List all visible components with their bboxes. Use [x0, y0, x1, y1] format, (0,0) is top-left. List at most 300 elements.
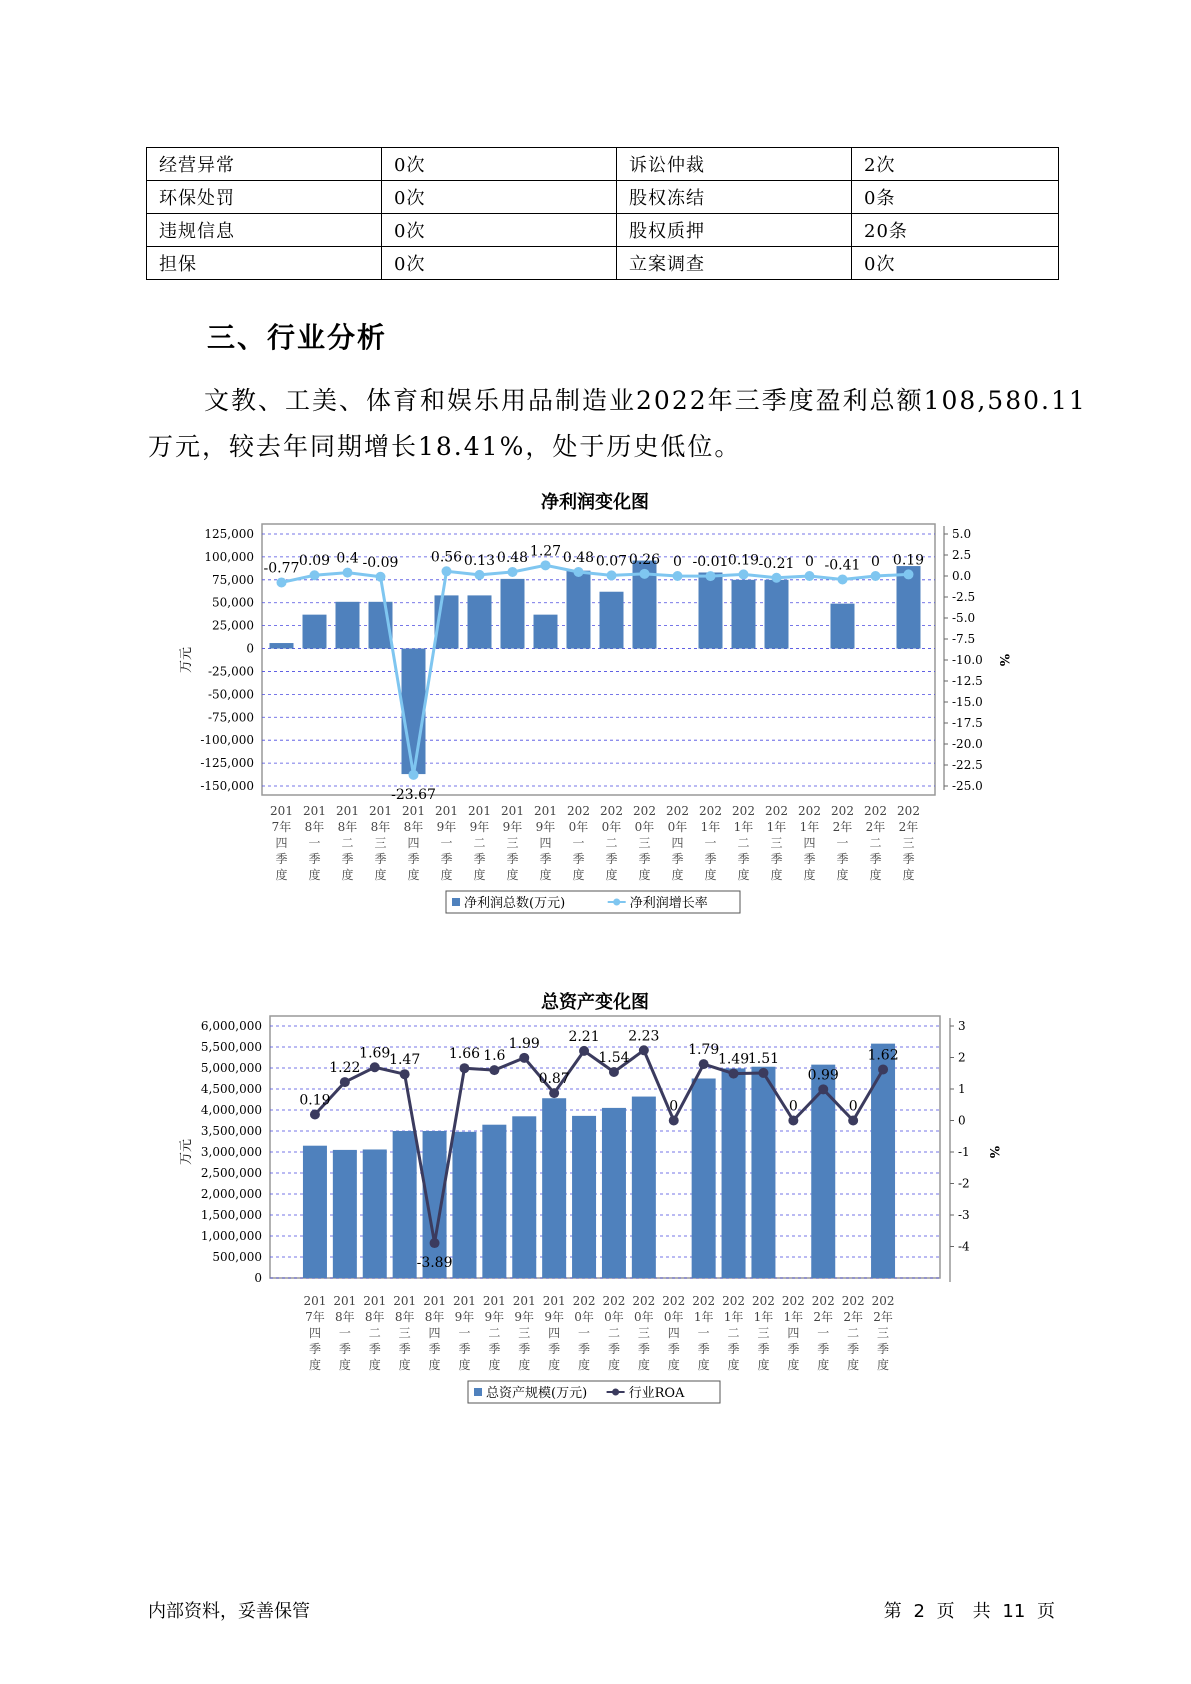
x-tick-label: 201 — [482, 1294, 506, 1308]
x-tick-label: 季 — [607, 1342, 620, 1356]
x-tick-label: 季 — [817, 1342, 830, 1356]
data-label: 0 — [673, 554, 682, 570]
x-tick-label: 四 — [428, 1326, 441, 1340]
section-heading: 三、行业分析 — [207, 321, 388, 354]
y2-tick-label: 3 — [958, 1019, 966, 1033]
legend-line-label: 行业ROA — [628, 1386, 685, 1401]
x-tick-label: 8年 — [424, 1310, 445, 1324]
table-label: 违规信息 — [147, 214, 382, 247]
x-tick-label: 202 — [864, 804, 887, 818]
table-label: 环保处罚 — [147, 181, 382, 214]
x-tick-label: 季 — [275, 852, 288, 866]
y2-tick-label: -25.0 — [952, 779, 983, 793]
x-tick-label: 三 — [638, 836, 651, 850]
bar — [393, 1131, 417, 1278]
line-marker — [772, 573, 782, 583]
x-tick-label: 季 — [869, 852, 882, 866]
line-marker — [376, 572, 386, 582]
x-tick-label: 度 — [817, 1358, 830, 1372]
x-tick-label: 季 — [671, 852, 684, 866]
line-marker — [669, 1116, 679, 1126]
x-tick-label: 度 — [704, 868, 717, 882]
y2-tick-label: -2 — [958, 1176, 970, 1191]
line-marker — [699, 1059, 709, 1069]
bar — [270, 643, 294, 648]
data-label: 1.62 — [867, 1047, 899, 1064]
x-tick-label: 季 — [488, 1342, 501, 1356]
table-label: 诉讼仲裁 — [617, 148, 852, 181]
line-marker — [739, 569, 749, 579]
x-tick-label: 度 — [428, 1358, 441, 1372]
y2-tick-label: -22.5 — [952, 758, 983, 772]
x-tick-label: 季 — [667, 1342, 680, 1356]
y-tick-label: -75,000 — [207, 710, 254, 725]
x-tick-label: 201 — [369, 804, 392, 818]
x-tick-label: 0年 — [634, 1310, 654, 1324]
y-tick-label: 4,500,000 — [200, 1082, 262, 1096]
footer-page-number: 第 2 页 共 11 页 — [883, 1601, 1055, 1622]
x-tick-label: 季 — [428, 1342, 441, 1356]
x-tick-label: 季 — [440, 852, 453, 866]
y-tick-label: -100,000 — [200, 733, 254, 748]
x-tick-label: 202 — [841, 1294, 865, 1308]
x-tick-label: 度 — [847, 1358, 860, 1372]
x-tick-label: 季 — [578, 1342, 591, 1356]
data-label: 1.54 — [598, 1049, 630, 1066]
y-tick-label: 125,000 — [204, 527, 254, 541]
x-tick-label: 202 — [666, 804, 689, 818]
line-marker — [340, 1077, 350, 1087]
x-tick-label: 8年 — [394, 1310, 415, 1324]
x-tick-label: 三 — [398, 1326, 411, 1340]
x-tick-label: 一 — [697, 1326, 710, 1340]
x-tick-label: 度 — [440, 868, 453, 882]
x-tick-label: 8年 — [370, 820, 391, 834]
y2-tick-label: 2 — [958, 1050, 966, 1065]
data-label: 0.19 — [892, 552, 925, 569]
y-tick-label: -125,000 — [200, 756, 254, 771]
line-marker — [788, 1116, 798, 1126]
x-tick-label: 季 — [877, 1342, 890, 1356]
data-label: 1.79 — [688, 1042, 720, 1059]
bar — [722, 1068, 746, 1278]
x-tick-label: 度 — [877, 1358, 890, 1372]
x-tick-label: 9年 — [436, 820, 457, 834]
y2-tick-label: -17.5 — [952, 716, 983, 730]
y2-axis-title: % — [986, 1145, 1001, 1159]
table-value: 0次 — [382, 214, 617, 247]
y-tick-label: 6,000,000 — [200, 1019, 262, 1033]
x-tick-label: 2年 — [813, 1310, 834, 1324]
bar — [600, 592, 624, 649]
bar — [542, 1098, 566, 1278]
x-tick-label: 度 — [578, 1358, 591, 1372]
bar — [831, 604, 855, 649]
table-value: 0条 — [852, 181, 1059, 214]
y-tick-label: -50,000 — [207, 687, 254, 702]
y-tick-label: 2,000,000 — [200, 1187, 262, 1201]
table-value: 0次 — [382, 181, 617, 214]
x-tick-label: 季 — [638, 852, 651, 866]
x-tick-label: 四 — [787, 1326, 800, 1340]
bar — [751, 1067, 775, 1278]
table-value: 20条 — [852, 214, 1059, 247]
x-tick-label: 1年 — [766, 820, 787, 834]
table-label: 股权冻结 — [617, 181, 852, 214]
x-tick-label: 度 — [308, 868, 321, 882]
net-profit-chart — [0, 490, 1191, 940]
x-tick-label: 度 — [338, 1358, 351, 1372]
x-tick-label: 度 — [770, 868, 783, 882]
chart-title: 净利润变化图 — [541, 492, 649, 513]
y-tick-label: 5,000,000 — [200, 1061, 262, 1075]
line-marker — [904, 569, 914, 579]
x-tick-label: 9年 — [484, 1310, 505, 1324]
data-label: 1.66 — [448, 1046, 481, 1063]
line-marker — [818, 1084, 828, 1094]
x-tick-label: 一 — [578, 1326, 591, 1340]
data-label: 2.23 — [628, 1028, 660, 1045]
line-marker — [343, 568, 353, 578]
x-tick-label: 202 — [632, 1294, 656, 1308]
table-value: 0次 — [382, 148, 617, 181]
data-label: 0 — [788, 1098, 798, 1115]
x-tick-label: 201 — [393, 1294, 417, 1308]
y-tick-label: 2,500,000 — [200, 1166, 262, 1180]
x-tick-label: 二 — [488, 1326, 501, 1340]
x-tick-label: 季 — [737, 852, 750, 866]
x-tick-label: 季 — [637, 1342, 650, 1356]
y2-tick-label: -4 — [958, 1239, 970, 1254]
data-label: 0.48 — [562, 549, 595, 566]
x-tick-label: 度 — [902, 868, 915, 882]
x-tick-label: 度 — [473, 868, 486, 882]
x-tick-label: 季 — [308, 852, 321, 866]
x-tick-label: 8年 — [403, 820, 424, 834]
x-tick-label: 四 — [671, 836, 684, 850]
x-tick-label: 三 — [506, 836, 519, 850]
line-marker — [871, 571, 881, 581]
bar — [602, 1108, 626, 1278]
x-tick-label: 201 — [363, 1294, 387, 1308]
x-tick-label: 二 — [605, 836, 618, 850]
line-marker — [430, 1238, 440, 1248]
y-tick-label: -150,000 — [200, 779, 254, 793]
bar — [534, 615, 558, 649]
x-tick-label: 1年 — [783, 1310, 804, 1324]
x-tick-label: 二 — [727, 1326, 740, 1340]
x-tick-label: 一 — [338, 1326, 351, 1340]
data-label: 1.51 — [747, 1050, 780, 1067]
y-tick-label: 1,000,000 — [200, 1229, 262, 1243]
x-tick-label: 2年 — [843, 1310, 863, 1324]
y2-tick-label: 5.0 — [952, 527, 972, 541]
x-tick-label: 季 — [727, 1342, 740, 1356]
x-tick-label: 季 — [548, 1342, 561, 1356]
x-tick-label: 季 — [770, 852, 783, 866]
x-tick-label: 三 — [770, 836, 783, 850]
data-label: 0.19 — [727, 552, 760, 569]
line-marker — [549, 1088, 559, 1098]
x-tick-label: 202 — [732, 804, 755, 818]
table-row — [147, 148, 1059, 181]
bar — [501, 579, 525, 649]
x-tick-label: 1年 — [723, 1310, 744, 1324]
x-tick-label: 0年 — [667, 820, 688, 834]
table-row — [147, 214, 1059, 247]
legend-line-marker — [613, 899, 620, 906]
x-tick-label: 202 — [798, 804, 821, 818]
x-tick-label: 9年 — [469, 820, 490, 834]
x-tick-label: 度 — [548, 1358, 561, 1372]
line-marker — [878, 1064, 888, 1074]
x-tick-label: 度 — [368, 1358, 381, 1372]
x-tick-label: 二 — [607, 1326, 620, 1340]
y2-tick-label: 0 — [958, 1113, 966, 1128]
data-label: 0 — [871, 554, 880, 570]
y2-tick-label: -12.5 — [952, 674, 983, 688]
x-tick-label: 度 — [275, 868, 288, 882]
x-tick-label: 0年 — [574, 1310, 594, 1324]
x-tick-label: 度 — [607, 1358, 620, 1372]
x-tick-label: 201 — [468, 804, 491, 818]
line-marker — [459, 1063, 469, 1073]
legend-bar-swatch — [474, 1388, 482, 1396]
y-tick-label: 4,000,000 — [200, 1103, 262, 1117]
line-marker — [519, 1053, 529, 1063]
x-tick-label: 一 — [572, 836, 585, 850]
x-tick-label: 二 — [368, 1326, 381, 1340]
x-tick-label: 202 — [692, 1294, 716, 1308]
data-label: 1.69 — [359, 1045, 391, 1062]
x-tick-label: 度 — [697, 1358, 710, 1372]
x-tick-label: 9年 — [454, 1310, 475, 1324]
data-label: -0.21 — [758, 555, 795, 572]
data-label: 1.22 — [329, 1060, 361, 1077]
x-tick-label: 201 — [542, 1294, 566, 1308]
y2-tick-label: 0.0 — [952, 569, 972, 583]
x-tick-label: 四 — [667, 1326, 680, 1340]
data-label: 0.09 — [298, 553, 331, 570]
line-marker — [574, 567, 584, 577]
x-tick-label: 度 — [458, 1358, 471, 1372]
x-tick-label: 201 — [501, 804, 524, 818]
data-label: 1.49 — [717, 1051, 750, 1068]
y-tick-label: 100,000 — [204, 549, 254, 564]
x-tick-label: 201 — [303, 1294, 327, 1308]
x-tick-label: 度 — [638, 868, 651, 882]
x-tick-label: 二 — [737, 836, 750, 850]
x-tick-label: 1年 — [733, 820, 754, 834]
x-tick-label: 度 — [539, 868, 552, 882]
data-label: 1.6 — [483, 1048, 506, 1065]
x-tick-label: 一 — [440, 836, 453, 850]
x-tick-label: 季 — [458, 1342, 471, 1356]
bar — [482, 1125, 506, 1278]
y-tick-label: 50,000 — [212, 595, 254, 610]
analysis-paragraph: 文教、工美、体育和娱乐用品制造业2022年三季度盈利总额108,580.11万元，较去年同期增长18.41%，处于历史低位。 — [148, 386, 1087, 461]
x-tick-label: 三 — [902, 836, 915, 850]
x-tick-label: 201 — [534, 804, 557, 818]
x-tick-label: 度 — [637, 1358, 650, 1372]
data-label: 0.07 — [595, 553, 628, 570]
x-tick-label: 201 — [452, 1294, 476, 1308]
x-tick-label: 201 — [423, 1294, 447, 1308]
x-tick-label: 202 — [567, 804, 590, 818]
data-label: -0.41 — [824, 557, 861, 574]
x-tick-label: 三 — [374, 836, 387, 850]
x-tick-label: 0年 — [568, 820, 589, 834]
data-label: 0.99 — [807, 1067, 839, 1084]
line-marker — [673, 571, 683, 581]
x-tick-label: 度 — [869, 868, 882, 882]
x-tick-label: 度 — [506, 868, 519, 882]
y2-tick-label: -2.5 — [952, 590, 976, 604]
table-label: 立案调查 — [617, 247, 852, 280]
bar — [303, 1146, 327, 1278]
line-marker — [508, 567, 518, 577]
x-tick-label: 202 — [722, 1294, 746, 1308]
x-tick-label: 季 — [572, 852, 585, 866]
x-tick-label: 度 — [787, 1358, 800, 1372]
x-tick-label: 8年 — [337, 820, 358, 834]
x-tick-label: 季 — [374, 852, 387, 866]
bar — [452, 1132, 476, 1278]
bar — [512, 1116, 536, 1278]
data-label: -0.77 — [263, 560, 300, 577]
line-marker — [607, 570, 617, 580]
x-tick-label: 1年 — [799, 820, 820, 834]
x-tick-label: 2年 — [865, 820, 886, 834]
x-tick-label: 201 — [303, 804, 326, 818]
y-tick-label: 5,500,000 — [200, 1040, 262, 1054]
x-tick-label: 202 — [662, 1294, 686, 1308]
x-tick-label: 201 — [270, 804, 293, 818]
bar — [567, 571, 591, 649]
x-tick-label: 度 — [407, 868, 420, 882]
y-axis-title: 万元 — [179, 1138, 194, 1166]
x-tick-label: 202 — [897, 804, 920, 818]
x-tick-label: 度 — [341, 868, 354, 882]
x-tick-label: 201 — [512, 1294, 536, 1308]
x-tick-label: 7年 — [271, 820, 292, 834]
table-row — [147, 247, 1059, 280]
total-assets-chart — [0, 990, 1191, 1440]
line-marker — [409, 770, 419, 780]
data-label: 2.21 — [568, 1028, 600, 1045]
x-tick-label: 8年 — [335, 1310, 355, 1324]
y-tick-label: 75,000 — [212, 572, 254, 587]
line-marker — [609, 1067, 619, 1077]
legend-bar-label: 总资产规模(万元) — [486, 1386, 588, 1401]
x-tick-label: 二 — [341, 836, 354, 850]
legend-bar-swatch — [452, 898, 460, 906]
x-tick-label: 8年 — [364, 1310, 385, 1324]
x-tick-label: 9年 — [544, 1310, 564, 1324]
x-tick-label: 202 — [633, 804, 656, 818]
data-label: 1.27 — [529, 543, 562, 560]
x-tick-label: 季 — [697, 1342, 710, 1356]
x-tick-label: 三 — [518, 1326, 531, 1340]
y2-tick-label: -1 — [958, 1145, 970, 1159]
line-marker — [838, 574, 848, 584]
x-tick-label: 度 — [518, 1358, 531, 1372]
x-tick-label: 季 — [803, 852, 816, 866]
bar — [468, 595, 492, 648]
x-tick-label: 202 — [831, 804, 854, 818]
x-tick-label: 二 — [869, 836, 882, 850]
x-tick-label: 季 — [407, 852, 420, 866]
x-tick-label: 季 — [902, 852, 915, 866]
y2-tick-label: -20.0 — [952, 737, 983, 751]
bar — [402, 649, 426, 775]
line-marker — [475, 570, 485, 580]
x-tick-label: 202 — [765, 804, 788, 818]
data-label: 0.56 — [430, 549, 463, 566]
x-tick-label: 度 — [488, 1358, 501, 1372]
y-tick-label: 3,500,000 — [200, 1124, 262, 1138]
table-value: 0次 — [852, 247, 1059, 280]
x-tick-label: 202 — [600, 804, 623, 818]
x-tick-label: 度 — [803, 868, 816, 882]
x-tick-label: 四 — [407, 836, 420, 850]
x-tick-label: 202 — [602, 1294, 626, 1308]
x-tick-label: 季 — [605, 852, 618, 866]
bar — [632, 1097, 656, 1278]
line-marker — [277, 577, 287, 587]
x-tick-label: 一 — [836, 836, 849, 850]
x-tick-label: 季 — [847, 1342, 860, 1356]
line-marker — [400, 1069, 410, 1079]
x-tick-label: 7年 — [305, 1310, 325, 1324]
line-marker — [758, 1068, 768, 1078]
y2-tick-label: 2.5 — [952, 548, 972, 562]
x-tick-label: 季 — [341, 852, 354, 866]
x-tick-label: 9年 — [535, 820, 556, 834]
x-tick-label: 2年 — [873, 1310, 893, 1324]
x-tick-label: 一 — [458, 1326, 471, 1340]
line-marker — [729, 1069, 739, 1079]
x-tick-label: 1年 — [753, 1310, 774, 1324]
legend-line-label: 净利润增长率 — [629, 896, 708, 911]
data-label: -0.01 — [692, 554, 729, 571]
x-tick-label: 度 — [757, 1358, 770, 1372]
table-label: 股权质押 — [617, 214, 852, 247]
x-tick-label: 季 — [836, 852, 849, 866]
line-marker — [370, 1062, 380, 1072]
table-label: 担保 — [147, 247, 382, 280]
x-tick-label: 度 — [605, 868, 618, 882]
x-tick-label: 季 — [398, 1342, 411, 1356]
y-tick-label: -25,000 — [207, 664, 254, 679]
table-row — [147, 181, 1059, 214]
table-value: 0次 — [382, 247, 617, 280]
x-tick-label: 0年 — [634, 820, 655, 834]
x-tick-label: 季 — [473, 852, 486, 866]
x-tick-label: 三 — [757, 1326, 770, 1340]
bar — [303, 615, 327, 649]
data-label: 0.13 — [463, 552, 496, 569]
x-tick-label: 202 — [811, 1294, 835, 1308]
x-tick-label: 202 — [699, 804, 722, 818]
x-tick-label: 三 — [637, 1326, 650, 1340]
x-tick-label: 202 — [871, 1294, 895, 1308]
x-tick-label: 1年 — [700, 820, 721, 834]
data-label: 0.48 — [496, 549, 529, 566]
x-tick-label: 三 — [877, 1326, 890, 1340]
data-label: 0.87 — [538, 1071, 570, 1088]
x-tick-label: 季 — [338, 1342, 351, 1356]
